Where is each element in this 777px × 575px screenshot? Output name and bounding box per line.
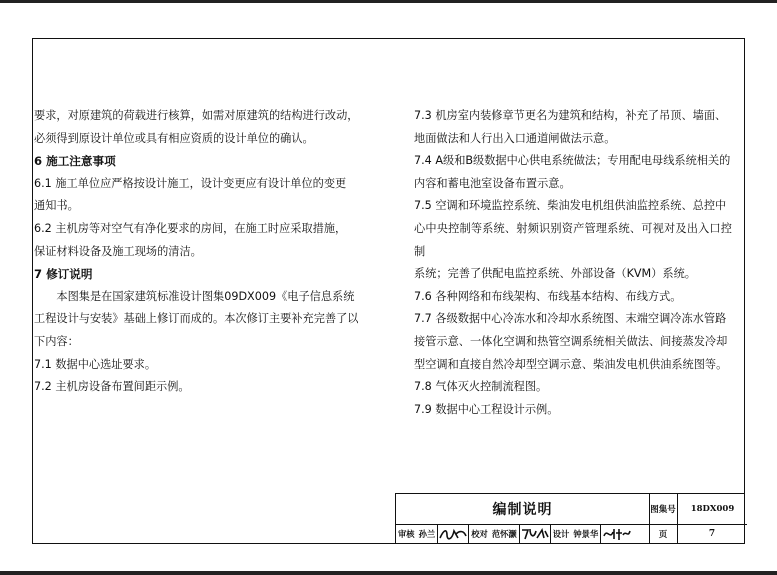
text-line: 7.2 主机房设备布置间距示例。 <box>34 380 190 394</box>
text-line: 6.1 施工单位应严格按设计施工，设计变更应有设计单位的变更 <box>34 176 347 190</box>
design-name: 钟景华 <box>573 529 599 539</box>
text-line: 保证材料设备及施工现场的清洁。 <box>34 244 202 258</box>
text-line: 地面做法和人行出入口通道闸做法示意。 <box>414 131 616 145</box>
text-line: 系统；完善了供配电监控系统、外部设备（KVM）系统。 <box>414 267 696 281</box>
review-label: 审核 <box>398 529 415 539</box>
text-line: 接管示意、一体化空调和热管空调系统相关做法、间接蒸发冷却 <box>414 334 728 348</box>
text-line: 7.8 气体灭火控制流程图。 <box>414 380 548 394</box>
atlas-number-label: 图集号 <box>649 494 678 525</box>
title-block <box>395 493 745 544</box>
text-line: 通知书。 <box>34 199 79 213</box>
text-line: 要求，对原建筑的荷载进行核算，如需对原建筑的结构进行改动， <box>34 109 359 122</box>
text-line: 7.5 空调和环境监控系统、柴油发电机组供油监控系统、总控中 <box>414 199 727 213</box>
text-line: 7.3 机房室内装修章节更名为建筑和结构，补充了吊顶、墙面、 <box>414 109 727 122</box>
text-line: 型空调和直接自然冷却型空调示意、柴油发电机供油系统图等。 <box>414 357 728 371</box>
check-label: 校对 <box>471 529 488 539</box>
text-line: 内容和蓄电池室设备布置示意。 <box>414 176 571 190</box>
text-line: 下内容： <box>34 334 79 348</box>
design-label: 设计 <box>552 529 570 539</box>
text-line: 6.2 主机房等对空气有净化要求的房间，在施工时应采取措施， <box>34 221 347 235</box>
bottom-border-bar <box>0 571 777 575</box>
page-number: 7 <box>708 529 716 539</box>
atlas-number-value: 18DX009 <box>678 494 747 525</box>
design-signature-icon <box>601 526 631 542</box>
text-line: 7.7 各级数据中心冷冻水和冷却水系统图、末端空调冷冻水管路 <box>414 312 727 326</box>
top-border-bar <box>0 0 777 3</box>
title-block-signature-row <box>396 524 650 544</box>
text-line: 必须得到原设计单位或具有相应资质的设计单位的确认。 <box>34 131 314 145</box>
text-line: 7.4 A级和B级数据中心供电系统做法；专用配电母线系统相关的 <box>414 154 731 168</box>
left-text-column <box>34 105 382 399</box>
text-line: 7.6 各种网络和布线架构、布线基本结构、布线方式。 <box>414 289 682 303</box>
check-signature-icon <box>520 526 550 542</box>
right-text-column <box>414 105 732 421</box>
section-heading: 7 修订说明 <box>34 267 93 282</box>
text-line: 本图集是在国家建筑标准设计图集09DX009《电子信息系统 <box>56 289 355 303</box>
text-line: 7.1 数据中心选址要求。 <box>34 357 157 371</box>
review-signature-icon <box>438 526 468 542</box>
review-name: 孙兰 <box>418 529 436 539</box>
text-line: 工程设计与安装》基础上修订而成的。本次修订主要补充完善了以 <box>34 312 359 326</box>
title-block-title: 编制说明 <box>396 494 650 525</box>
text-line: 心中央控制等系统、射频识别资产管理系统、可视对及出入口控制 <box>414 221 732 258</box>
section-heading: 6 施工注意事项 <box>34 154 116 169</box>
text-line: 7.9 数据中心工程设计示例。 <box>414 402 559 416</box>
page-label: 页 <box>649 524 678 544</box>
check-name: 范怀灏 <box>491 529 517 539</box>
